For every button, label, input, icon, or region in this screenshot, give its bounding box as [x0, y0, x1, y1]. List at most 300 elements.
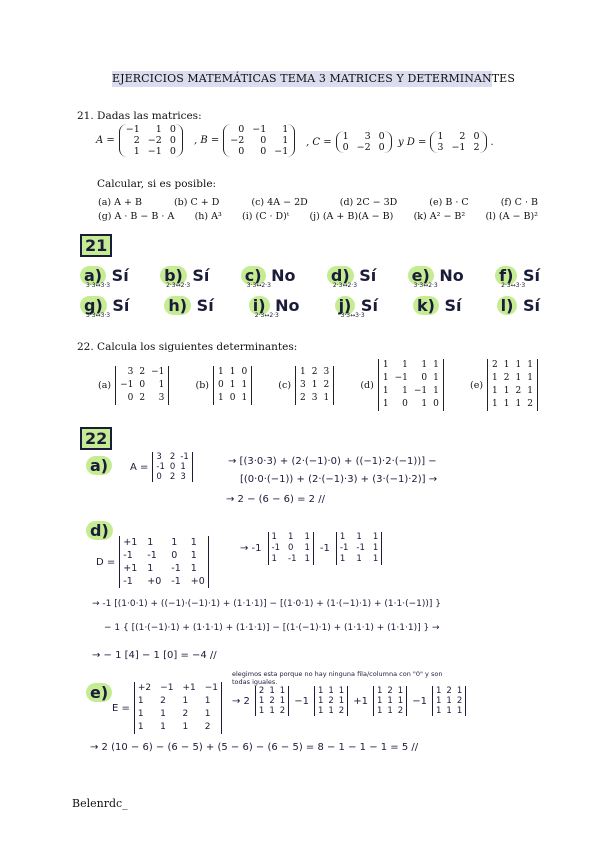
answer-21-r1-note-0: 3·3↔3·3 — [86, 282, 111, 289]
answer-22e-lhs: E = — [112, 702, 130, 714]
determinant-4-cell-3-1: 1 — [503, 399, 510, 409]
answer-22e-minor-0-cell-1-1: 2 — [269, 696, 275, 706]
answer-22e-cell-0-3: −1 — [204, 683, 219, 693]
answer-22e-minor-1-cell-0-1: 1 — [328, 686, 334, 696]
matrix-d-label: y D = — [398, 136, 427, 148]
answer-22e-cell-1-0: 1 — [137, 696, 144, 706]
answer-22e-minor-2-cell-0-1: 2 — [387, 686, 393, 696]
matrix-c-cell-1-1: −2 — [356, 142, 371, 153]
answer-22a-cell-1-1: 0 — [169, 462, 176, 472]
matrix-b-cell-0-2: 1 — [282, 124, 289, 135]
matrix-a-cell-1-2: 0 — [169, 135, 176, 146]
answer-22d-minor-1-cell-1-0: -1 — [271, 543, 281, 553]
problem-22-statement: 22. Calcula los siguientes determinantes: — [77, 341, 298, 353]
answer-22e-minor-2-cell-2-1: 1 — [387, 706, 393, 716]
matrix-c-cell-0-1: 3 — [364, 131, 371, 142]
problem-21-item-r1-2: (c) 4A − 2D — [251, 197, 308, 208]
answer-22e-minor-3-cell-2-0: 1 — [435, 706, 442, 716]
determinant-4-cell-3-2: 1 — [515, 399, 522, 409]
determinant-3-cell-2-1: 1 — [402, 386, 408, 396]
problem-21-item-r1-0: (a) A + B — [98, 197, 142, 208]
answer-21-r1-2 — [241, 266, 296, 289]
answer-22e-minor-3-cell-1-2: 2 — [456, 696, 463, 706]
answer-22e-minor-3-cell-2-2: 1 — [456, 706, 463, 716]
page-title: EJERCICIOS MATEMÁTICAS TEMA 3 MATRICES Y DETERMINANTES — [112, 72, 515, 85]
answer-21-r2-value-4: Sí — [438, 296, 462, 315]
problem-21-item-r1-5: (f) C · B — [500, 197, 538, 208]
problem-21-ask: Calcular, si es posible: — [97, 178, 217, 190]
answer-22d-coef-2: -1 — [319, 543, 330, 554]
answer-22e-cell-3-2: 1 — [182, 722, 189, 732]
answer-21-r1-value-0: Sí — [106, 266, 129, 285]
answer-22e-minor-3-cell-1-1: 1 — [446, 696, 452, 706]
answer-22d-minor-2-cell-0-1: 1 — [356, 532, 362, 542]
answer-22d-minor-1-cell-2-2: 1 — [304, 554, 310, 564]
determinant-label-1: (b) — [195, 379, 209, 391]
matrix-b-cell-0-0: 0 — [238, 124, 245, 135]
answer-22d-cell-0-3: 1 — [190, 537, 197, 548]
determinant-3-cell-3-2: 1 — [421, 399, 428, 409]
answer-21-r1-0 — [80, 266, 129, 289]
determinant-1-cell-0-1: 1 — [229, 366, 236, 377]
determinant-3-cell-1-3: 1 — [433, 373, 439, 383]
determinant-2-cell-2-0: 2 — [300, 392, 306, 403]
answer-22a-cell-1-2: 1 — [180, 462, 186, 472]
answer-22a-cell-0-1: 2 — [169, 452, 176, 462]
answer-22e-note — [232, 670, 442, 686]
answer-22a-cell-1-0: -1 — [156, 462, 165, 472]
answer-21-r2-0 — [80, 296, 129, 319]
answer-22e-minor-3-cell-0-2: 1 — [456, 686, 463, 696]
matrix-a — [96, 124, 183, 157]
determinant-0-cell-0-0: 3 — [127, 366, 134, 377]
answer-22a-cell-0-2: -1 — [180, 452, 189, 462]
determinant-1-cell-2-1: 0 — [229, 392, 236, 403]
answer-21-box — [80, 236, 112, 255]
determinant-1-cell-1-0: 0 — [217, 379, 224, 390]
determinant-3-cell-3-3: 0 — [433, 399, 439, 409]
answer-22e-minor-0-cell-2-0: 1 — [258, 706, 265, 716]
matrix-d-cell-0-0: 1 — [437, 131, 444, 142]
answer-21-r2-note-0: 3·3↔3·3 — [86, 312, 111, 319]
matrix-a-cell-1-1: −2 — [147, 135, 162, 146]
answer-22d-minor-1-cell-1-2: 1 — [304, 543, 310, 553]
answer-21-row-1 — [80, 266, 540, 289]
answer-21-r2-letter-3: j) — [335, 296, 356, 315]
answer-21-r2-letter-2: i) — [249, 296, 270, 315]
answer-22a-letter: a) — [86, 456, 112, 475]
matrix-c — [306, 131, 392, 153]
problem-21-items-row-2 — [98, 211, 538, 222]
matrix-d-cell-1-2: 2 — [473, 142, 480, 153]
answer-21-r1-note-5: 2·3↔3·3 — [501, 282, 526, 289]
answer-22e-cell-2-3: 1 — [204, 709, 211, 719]
answer-22e-cell-1-1: 2 — [160, 696, 166, 706]
answer-22d-line-3: → − 1 [4] − 1 [0] = −4 // — [92, 650, 217, 661]
determinant-4-cell-1-3: 1 — [527, 373, 533, 383]
answer-22d-cell-3-2: -1 — [171, 576, 181, 587]
answer-21-r2-value-1: Sí — [191, 296, 214, 315]
answer-21-r1-4 — [408, 266, 464, 289]
matrix-b-cell-1-0: −2 — [230, 135, 245, 146]
matrix-b-cell-0-1: −1 — [252, 124, 267, 135]
answer-22e-minor-1-cell-2-1: 1 — [328, 706, 334, 716]
answer-22e-minor-2-cell-2-0: 1 — [376, 706, 383, 716]
answer-22e-cell-2-1: 1 — [160, 709, 166, 719]
determinant-4-cell-0-1: 1 — [503, 360, 510, 370]
answer-22e-minor-1-cell-2-2: 2 — [338, 706, 345, 716]
answer-22e-minor-2-cell-0-2: 1 — [397, 686, 404, 696]
matrix-a-cell-0-1: 1 — [155, 124, 162, 135]
answer-21-r2-value-2: No — [269, 296, 300, 315]
answer-22d-minor-2-cell-1-2: 1 — [372, 543, 379, 553]
answer-22a-lhs: A = — [130, 461, 149, 473]
determinant-0-cell-2-2: 3 — [158, 392, 165, 403]
problem-21-item-r1-4: (e) B · C — [429, 197, 469, 208]
answer-21-r2-value-5: Sí — [517, 296, 540, 315]
determinant-3-cell-0-2: 1 — [421, 360, 428, 370]
answer-22d-cell-2-3: 1 — [190, 563, 197, 574]
answer-22e-line-1: → 2 (10 − 6) − (6 − 5) + (5 − 6) − (6 − 5) = 8 − 1 − 1 − 1 = 5 // — [90, 742, 419, 753]
matrix-c-cell-0-0: 1 — [342, 131, 349, 142]
answer-22e-minor-2 — [373, 686, 407, 716]
answer-22e-minor-0-cell-2-2: 2 — [279, 706, 286, 716]
problem-21-items-row-1 — [98, 197, 538, 208]
answer-22d-lhs: D = — [96, 556, 116, 568]
determinant-1-cell-0-0: 1 — [217, 366, 224, 377]
answer-22e-minor-1-cell-1-1: 2 — [328, 696, 334, 706]
determinant-2 — [278, 366, 334, 405]
determinant-3-cell-3-1: 0 — [402, 399, 408, 409]
answer-22a-matrix — [130, 452, 193, 482]
answer-21-r2-3 — [335, 296, 378, 319]
matrix-b-cell-2-1: 0 — [260, 146, 267, 157]
answer-21-r2-4 — [413, 296, 462, 319]
determinant-label-0: (a) — [98, 379, 112, 391]
determinant-1-cell-2-2: 1 — [241, 392, 248, 403]
determinant-4-cell-0-2: 1 — [515, 360, 522, 370]
answer-22d-coef-1: → -1 — [240, 543, 262, 554]
answer-22e-letter: e) — [86, 683, 112, 702]
answer-22d-cell-1-3: 1 — [190, 550, 197, 561]
answer-22d-minor-1-cell-2-0: 1 — [271, 554, 277, 564]
answer-22d-minor-2-cell-2-2: 1 — [372, 554, 379, 564]
answer-22d-minor-1-cell-0-2: 1 — [304, 532, 310, 542]
answer-21-r1-3 — [327, 266, 376, 289]
answer-22a-line-3: → 2 − (6 − 6) = 2 // — [226, 494, 325, 505]
determinant-label-2: (c) — [278, 379, 292, 391]
answer-22e-minor-1-cell-1-2: 1 — [338, 696, 345, 706]
answer-22e-note-line-1: elegimos esta porque no hay ninguna fila/columna con "0" y son — [232, 670, 443, 678]
problem-21-item-r1-3: (d) 2C − 3D — [339, 197, 398, 208]
answer-21-r2-letter-1: h) — [164, 296, 191, 315]
answer-22d-minor-2-cell-1-0: -1 — [339, 543, 349, 553]
determinant-3-cell-3-0: 1 — [382, 399, 389, 409]
answer-22e-minor-2-cell-1-0: 1 — [376, 696, 383, 706]
problem-22-determinants — [98, 355, 538, 415]
answer-22e-minor-coef-2: +1 — [353, 695, 368, 707]
determinant-4-cell-0-0: 2 — [492, 360, 498, 370]
answer-22a-cell-2-1: 2 — [169, 472, 176, 482]
matrix-a-cell-2-0: 1 — [133, 146, 140, 157]
problem-21-item-r2-4: (k) A² − B² — [413, 211, 466, 222]
matrix-d-cell-0-1: 2 — [459, 131, 466, 142]
determinant-4-cell-2-1: 1 — [503, 386, 510, 396]
answer-22e-cell-0-1: −1 — [160, 683, 174, 693]
determinant-label-4: (e) — [469, 379, 484, 391]
answer-22e-cell-2-2: 2 — [182, 709, 189, 719]
matrix-c-cell-1-2: 0 — [378, 142, 385, 153]
matrix-b-cell-1-2: 1 — [282, 135, 289, 146]
answer-22e-cell-1-3: 1 — [204, 696, 211, 706]
determinant-2-cell-2-1: 3 — [311, 392, 318, 403]
answer-22d-cell-2-1: 1 — [147, 563, 154, 574]
answer-22e-minor-2-cell-1-1: 1 — [387, 696, 393, 706]
answer-21-r2-note-3: 3·3↔3·3 — [340, 312, 365, 319]
determinant-3-cell-0-3: 1 — [433, 360, 439, 370]
answer-21-r1-letter-0: a) — [80, 266, 106, 285]
determinant-0-cell-1-2: 1 — [158, 379, 165, 390]
matrix-c-label: , C = — [306, 136, 332, 148]
answer-22d-cell-3-1: +0 — [147, 576, 162, 587]
answer-22d-cell-0-0: +1 — [123, 537, 138, 548]
answer-22-box — [80, 429, 112, 448]
determinant-2-cell-0-1: 2 — [311, 366, 318, 377]
problem-21-item-r2-0: (g) A · B − B · A — [98, 211, 175, 222]
matrix-a-cell-0-0: −1 — [125, 124, 140, 135]
determinant-3-cell-0-0: 1 — [382, 360, 389, 370]
answer-21-r1-value-4: No — [433, 266, 464, 285]
answer-22d-line-1: → -1 [(1·0·1) + ((−1)·(−1)·1) + (1·1·1)] − [(1·0·1) + (1·(−1)·1) + (1·1·(−1))] } — [92, 599, 441, 609]
matrix-b-cell-2-0: 0 — [238, 146, 245, 157]
answer-21-r2-value-0: Sí — [106, 296, 130, 315]
answer-22e-minor-1 — [314, 686, 348, 716]
answer-22-box-label: 22 — [80, 427, 112, 450]
determinant-2-cell-1-0: 3 — [300, 379, 306, 390]
answer-22d-minor-2-cell-0-2: 1 — [372, 532, 379, 542]
answer-22d-cell-3-0: -1 — [123, 576, 133, 587]
determinant-3-cell-2-3: 1 — [433, 386, 439, 396]
determinant-4-cell-1-0: 1 — [492, 373, 498, 383]
answer-21-r1-1 — [160, 266, 209, 289]
answer-22d-cell-1-2: 0 — [171, 550, 178, 561]
determinant-0-cell-1-0: −1 — [120, 379, 134, 390]
determinant-1-cell-1-1: 1 — [229, 379, 236, 390]
matrix-b-cell-2-2: −1 — [274, 146, 289, 157]
answer-22d-minor-2-cell-2-1: 1 — [356, 554, 362, 564]
answer-22a-cell-2-2: 3 — [180, 472, 186, 482]
answer-21-r2-value-3: Sí — [355, 296, 378, 315]
problem-21-item-r1-1: (b) C + D — [173, 197, 220, 208]
determinant-3 — [360, 359, 444, 411]
answer-21-r1-note-3: 2·3↔2·3 — [332, 282, 358, 289]
determinant-1-cell-0-2: 0 — [241, 366, 248, 377]
matrix-d-cell-1-1: −1 — [451, 142, 466, 153]
answer-22a-line-1: → [(3·0·3) + (2·(−1)·0) + ((−1)·2·(−1))] − — [228, 456, 437, 467]
determinant-3-cell-1-0: 1 — [382, 373, 389, 383]
matrix-c-cell-1-0: 0 — [342, 142, 349, 153]
answer-22d-cell-0-1: 1 — [147, 537, 154, 548]
answer-22a-cell-2-0: 0 — [156, 472, 162, 482]
determinant-0-cell-1-1: 0 — [139, 379, 146, 390]
problem-21-item-r2-2: (i) (C · D)ᵗ — [242, 211, 290, 222]
answer-22d-cell-1-1: -1 — [147, 550, 157, 561]
matrix-a-cell-2-1: −1 — [147, 146, 162, 157]
answer-22e-note-line-2: todas iguales. — [232, 678, 278, 686]
determinant-3-cell-0-1: 1 — [402, 360, 408, 370]
matrix-a-cell-1-0: 2 — [133, 135, 140, 146]
answer-22e-minor-1-cell-1-0: 1 — [317, 696, 324, 706]
answer-22e-minor-2-cell-1-2: 1 — [397, 696, 404, 706]
determinant-0-cell-2-0: 0 — [127, 392, 134, 403]
answer-22e-matrix — [112, 682, 222, 734]
answer-22e-minor-3 — [432, 686, 466, 716]
answer-22e-minor-0-cell-2-1: 1 — [269, 706, 275, 716]
determinant-0-cell-2-1: 2 — [139, 392, 146, 403]
answer-22d-minor-1-cell-0-1: 1 — [288, 532, 294, 542]
determinant-1 — [195, 366, 252, 405]
answer-22d-minor-1-cell-2-1: -1 — [288, 554, 297, 564]
answer-21-r1-letter-4: e) — [408, 266, 434, 285]
author-signature: Belenrdc_ — [72, 797, 128, 810]
answer-21-r1-letter-1: b) — [160, 266, 187, 285]
answer-22e — [86, 683, 112, 702]
answer-22d-cell-1-0: -1 — [123, 550, 133, 561]
answer-21-r2-letter-0: g) — [80, 296, 107, 315]
determinant-4-cell-3-0: 1 — [492, 399, 498, 409]
answer-21-r1-letter-5: f) — [495, 266, 517, 285]
answer-22d-cell-3-3: +0 — [190, 576, 205, 587]
answer-22a-cell-0-0: 3 — [156, 452, 162, 462]
answer-22e-minor-3-cell-0-0: 1 — [435, 686, 442, 696]
matrix-b-label: , B = — [194, 135, 220, 146]
matrix-d-cell-0-2: 0 — [473, 131, 480, 142]
matrix-d-cell-1-0: 3 — [437, 142, 444, 153]
answer-22e-cell-3-0: 1 — [137, 722, 144, 732]
determinant-2-cell-1-1: 1 — [311, 379, 318, 390]
determinant-4-cell-0-3: 1 — [527, 360, 533, 370]
answer-22e-minor-0 — [255, 686, 289, 716]
answer-21-r2-2 — [249, 296, 300, 319]
answer-21-r1-5 — [495, 266, 540, 289]
answer-22d-minor-2-cell-2-0: 1 — [339, 554, 346, 564]
answer-22d-minors — [240, 532, 382, 565]
answer-22d-letter: d) — [86, 521, 113, 540]
answer-21-r1-value-1: Sí — [186, 266, 210, 285]
answer-22e-minor-coef-0: → 2 — [232, 695, 250, 707]
answer-22e-cell-3-1: 1 — [160, 722, 166, 732]
answer-22d-matrix — [96, 536, 209, 588]
matrix-d — [398, 131, 498, 153]
answer-22e-cell-1-2: 1 — [182, 696, 189, 706]
problem-21-item-r2-1: (h) A³ — [194, 211, 222, 222]
answer-22d-line-2: − 1 { [(1·(−1)·1) + (1·1·1) + (1·1·1)] − [(1·(−1)·1) + (1·1·1) + (1·1·1)] } → — [104, 623, 440, 633]
answer-22e-minor-0-cell-0-0: 2 — [258, 686, 265, 696]
answer-22d-minor-1-cell-0-0: 1 — [271, 532, 277, 542]
answer-21-r1-note-2: 3·3↔2·3 — [246, 282, 271, 289]
determinant-label-3: (d) — [360, 379, 374, 391]
determinant-0-cell-0-2: −1 — [151, 366, 165, 377]
answer-22e-minor-3-cell-1-0: 1 — [435, 696, 442, 706]
determinant-0-cell-0-1: 2 — [139, 366, 146, 377]
problem-21-statement: 21. Dadas las matrices: — [77, 110, 202, 122]
determinant-3-cell-2-2: −1 — [413, 386, 428, 396]
answer-22e-cell-0-2: +1 — [182, 683, 196, 693]
answer-22d-cell-2-2: -1 — [171, 563, 181, 574]
answer-22a-line-2: [(0·0·(−1)) + (2·(−1)·3) + (3·(−1)·2)] → — [240, 474, 438, 485]
matrix-b-cell-1-1: 0 — [260, 135, 267, 146]
determinant-1-cell-2-0: 1 — [217, 392, 224, 403]
answer-22e-minor-2-cell-2-2: 2 — [397, 706, 404, 716]
problem-21-item-r2-3: (j) (A + B)(A − B) — [309, 211, 394, 222]
determinant-1-cell-1-2: 1 — [241, 379, 248, 390]
answer-21-r2-letter-4: k) — [413, 296, 439, 315]
answer-21-r2-note-2: 2·3↔2·3 — [254, 312, 279, 319]
answer-21-r2-letter-5: l) — [497, 296, 518, 315]
matrix-a-cell-0-2: 0 — [169, 124, 176, 135]
determinant-2-cell-1-2: 2 — [323, 379, 330, 390]
determinant-0 — [98, 366, 169, 405]
answer-22e-minor-coef-3: −1 — [412, 695, 427, 707]
determinant-4-cell-2-3: 1 — [527, 386, 533, 396]
answer-21-box-label: 21 — [80, 234, 112, 257]
determinant-4-cell-3-3: 2 — [527, 399, 533, 409]
answer-22e-minors — [232, 686, 466, 716]
answer-22e-minor-1-cell-0-0: 1 — [317, 686, 324, 696]
determinant-2-cell-2-2: 1 — [323, 392, 330, 403]
answer-22d-minor-2-cell-1-1: -1 — [356, 543, 365, 553]
determinant-4-cell-1-1: 2 — [503, 373, 510, 383]
matrix-b — [194, 124, 295, 157]
answer-22e-minor-0-cell-0-2: 1 — [279, 686, 286, 696]
determinant-3-cell-1-2: 0 — [421, 373, 428, 383]
answer-22d-cell-0-2: 1 — [171, 537, 178, 548]
determinant-3-cell-2-0: 1 — [382, 386, 389, 396]
determinant-4 — [470, 359, 538, 411]
matrix-c-cell-0-2: 0 — [378, 131, 385, 142]
answer-22e-minor-1-cell-2-0: 1 — [317, 706, 324, 716]
determinant-3-cell-1-1: −1 — [394, 373, 408, 383]
answer-22e-minor-3-cell-0-1: 2 — [446, 686, 452, 696]
answer-22e-cell-0-0: +2 — [137, 683, 152, 693]
determinant-4-cell-2-2: 2 — [515, 386, 522, 396]
answer-22a — [86, 456, 112, 475]
answer-22e-cell-2-0: 1 — [137, 709, 144, 719]
answer-22e-minor-0-cell-1-2: 1 — [279, 696, 286, 706]
matrix-a-label: A = — [96, 135, 115, 146]
answer-21-r1-note-4: 3·3↔2·3 — [413, 282, 438, 289]
determinant-2-cell-0-0: 1 — [300, 366, 306, 377]
answer-21-r1-letter-3: d) — [327, 266, 354, 285]
answer-22e-cell-3-3: 2 — [204, 722, 211, 732]
answer-22e-minor-0-cell-1-0: 1 — [258, 696, 265, 706]
answer-21-r2-5 — [497, 296, 540, 319]
answer-21-r2-1 — [164, 296, 213, 319]
answer-21-r1-letter-2: c) — [241, 266, 266, 285]
answer-22e-minor-coef-1: −1 — [294, 695, 309, 707]
answer-22e-minor-3-cell-2-1: 1 — [446, 706, 452, 716]
determinant-4-cell-1-2: 1 — [515, 373, 522, 383]
answer-21-r1-note-1: 2·3↔2·3 — [166, 282, 191, 289]
answer-21-row-2 — [80, 296, 540, 319]
determinant-2-cell-0-2: 3 — [323, 366, 330, 377]
matrix-d-end: . — [490, 136, 494, 148]
answer-21-r1-value-3: Sí — [353, 266, 377, 285]
answer-21-r1-value-5: Sí — [517, 266, 540, 285]
problem-21-item-r2-5: (l) (A − B)² — [485, 211, 538, 222]
answer-22e-minor-2-cell-0-0: 1 — [376, 686, 383, 696]
determinant-4-cell-2-0: 1 — [492, 386, 498, 396]
